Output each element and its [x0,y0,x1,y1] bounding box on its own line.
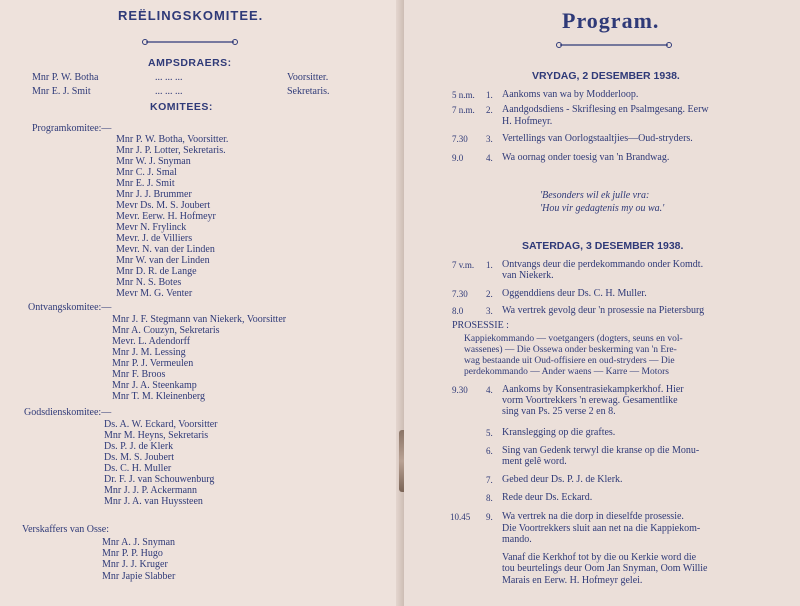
item-text: Vertellings van Oorlogstaaltjies—Oud-stryders. [502,133,693,144]
member: Mnr J. A. van Huyssteen [104,496,203,507]
ornament-divider [140,37,240,47]
member: Mnr J. A. Steenkamp [112,380,197,391]
member: Mnr M. Heyns, Sekretaris [104,430,209,441]
item-number: 9. [486,512,493,522]
member: Mnr J. P. Lotter, Sekretaris. [116,145,226,156]
item-text: Gebed deur Ds. P. J. de Klerk. [502,474,623,485]
item-time: 7 n.m. [452,105,475,115]
ampsdraers-heading: AMPSDRAERS: [148,57,232,69]
member: Dr. F. J. van Schouwenburg [104,474,215,485]
item-text: H. Hofmeyr. [502,116,553,127]
item-number: 2. [486,105,493,115]
officer-name: Mnr E. J. Smit [32,86,91,97]
ornament-divider [554,40,674,50]
item-text: tou beurtelings deur Oom Jan Snyman, Oom Willie [502,563,708,574]
right-page [404,0,800,606]
member: Mnr W. J. Snyman [116,156,191,167]
komitees-heading: KOMITEES: [150,101,213,113]
member: Mnr F. Broos [112,369,166,380]
member: Mnr A. Couzyn, Sekretaris [112,325,220,336]
item-text: Ontvangs deur die perdekommando onder Komdt. [502,259,704,270]
member: Mnr P. P. Hugo [102,548,163,559]
member: Mnr J. J. Brummer [116,189,192,200]
item-number: 3. [486,134,493,144]
item-text: Wa oornag onder toesig van 'n Brandwag. [502,152,670,163]
day1-heading: VRYDAG, 2 DESEMBER 1938. [532,70,680,82]
item-number: 4. [486,153,493,163]
item-time: 7.30 [452,289,468,299]
member: Mevr. Eerw. H. Hofmeyr [116,211,216,222]
officer-role: Voorsitter. [287,72,329,83]
committee-title: Programkomitee:— [32,123,112,134]
officer-dots: ... ... ... [155,86,183,97]
item-text: Die Voortrekkers sluit aan net na die Kappiekom- [502,523,701,534]
quote-line: 'Besonders wil ek julle vra: [540,190,650,201]
member: Ds. M. S. Joubert [104,452,175,463]
member: Mnr A. J. Snyman [102,537,176,548]
prosessie-heading: PROSESSIE : [452,320,509,331]
item-text: Vanaf die Kerkhof tot by die ou Kerkie word die [502,552,697,563]
prosessie-line: perdekommando — Ander waens — Karre — Motors [464,367,669,377]
item-text: Kranslegging op die graftes. [502,427,616,438]
item-text: Aankoms by Konsentrasiekampkerkhof. Hier [502,384,684,395]
item-text: Marais en Eerw. H. Hofmeyr gelei. [502,575,643,586]
item-number: 3. [486,306,493,316]
item-text: Wa vertrek na die dorp in dieselfde prosessie. [502,511,684,522]
member: Mevr N. Frylinck [116,222,187,233]
item-number: 5. [486,428,493,438]
item-text: ment gelê word. [502,456,567,467]
item-number: 6. [486,446,493,456]
item-text: Rede deur Ds. Eckard. [502,492,593,503]
item-text: van Niekerk. [502,270,554,281]
member: Mnr J. J. P. Ackermann [104,485,198,496]
item-text: vorm Voortrekkers 'n erewag. Gesamentlike [502,395,678,406]
committee-title: REËLINGSKOMITEE. [118,8,264,23]
item-time: 7.30 [452,134,468,144]
member: Mevr Ds. M. S. Joubert [116,200,211,211]
member: Mevr M. G. Venter [116,288,193,299]
item-time: 8.0 [452,306,464,316]
member: Mnr J. M. Lessing [112,347,186,358]
prosessie-line: wassenes) — Die Ossewa onder beskerming van 'n Ere- [464,345,677,355]
member: Mnr N. S. Botes [116,277,182,288]
member: Ds. A. W. Eckard, Voorsitter [104,419,218,430]
item-number: 8. [486,493,493,503]
member: Mnr T. M. Kleinenberg [112,391,206,402]
member: Mnr P. J. Vermeulen [112,358,194,369]
committee-title: Ontvangskomitee:— [28,302,112,313]
prosessie-line: wag bestaande uit Oud-offisiere en oud-stryders — Die [464,356,675,366]
member: Mnr P. W. Botha, Voorsitter. [116,134,229,145]
item-number: 4. [486,385,493,395]
item-number: 1. [486,90,493,100]
quote-line: 'Hou vir gedagtenis my ou wa.' [540,203,665,214]
item-text: sing van Ps. 25 verse 2 en 8. [502,406,616,417]
member: Mevr. N. van der Linden [116,244,215,255]
prosessie-line: Kappiekommando — voetgangers (dogters, seuns en vol- [464,334,683,344]
item-time: 5 n.m. [452,90,475,100]
item-number: 1. [486,260,493,270]
officer-dots: ... ... ... [155,72,183,83]
item-number: 7. [486,475,493,485]
member: Ds. P. J. de Klerk [104,441,174,452]
item-text: Sing van Gedenk terwyl die kranse op die Monu- [502,445,700,456]
member: Mnr E. J. Smit [116,178,175,189]
item-time: 7 v.m. [452,260,475,270]
program-title: Program. [562,8,660,33]
item-text: Aankoms van wa by Modderloop. [502,89,639,100]
member: Mnr Japie Slabber [102,571,176,582]
item-time: 9.0 [452,153,464,163]
committee-title: Godsdienskomitee:— [24,407,112,418]
member: Mnr W. van der Linden [116,255,210,266]
item-text: Wa vertrek gevolg deur 'n prosessie na Pietersburg [502,305,705,316]
member: Mnr J. J. Kruger [102,559,168,570]
member: Mnr J. F. Stegmann van Niekerk, Voorsitter [112,314,287,325]
day2-heading: SATERDAG, 3 DESEMBER 1938. [522,240,684,252]
item-time: 10.45 [450,512,471,522]
item-time: 9.30 [452,385,468,395]
committee-title: Verskaffers van Osse: [22,524,110,535]
item-text: Aandgodsdiens - Skriflesing en Psalmgesang. Eerw [502,104,709,115]
member: Mevr. L. Adendorff [112,336,191,347]
member: Mevr. J. de Villiers [116,233,193,244]
item-text: mando. [502,534,532,545]
officer-name: Mnr P. W. Botha [32,72,99,83]
officer-role: Sekretaris. [287,86,330,97]
item-text: Oggenddiens deur Ds. C. H. Muller. [502,288,647,299]
item-number: 2. [486,289,493,299]
member: Mnr C. J. Smal [116,167,177,178]
member: Ds. C. H. Muller [104,463,172,474]
member: Mnr D. R. de Lange [116,266,197,277]
